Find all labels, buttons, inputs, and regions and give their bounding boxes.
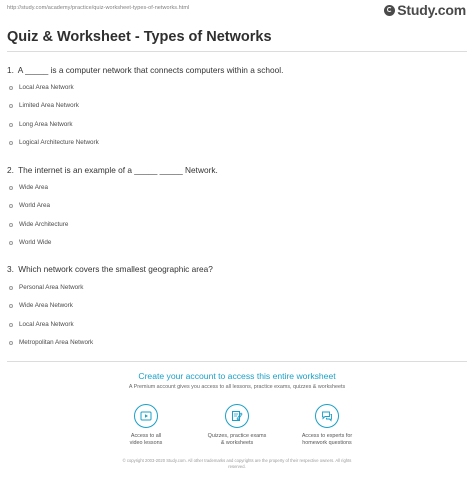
answer-option[interactable] bbox=[9, 302, 73, 309]
option-label: Logical Architecture Network bbox=[19, 139, 99, 146]
question-text: The internet is an example of a _____ _____ Network. bbox=[18, 165, 218, 175]
feature-line-2: homework questions bbox=[302, 440, 352, 446]
premium-cta bbox=[0, 371, 474, 390]
answer-option[interactable] bbox=[9, 321, 74, 328]
header-bar bbox=[0, 0, 474, 20]
radio-icon[interactable] bbox=[9, 186, 13, 190]
radio-icon[interactable] bbox=[9, 223, 13, 227]
answer-option[interactable] bbox=[9, 184, 48, 191]
option-label: Personal Area Network bbox=[19, 284, 84, 291]
option-label: Local Area Network bbox=[19, 321, 74, 328]
radio-icon[interactable] bbox=[9, 204, 13, 208]
answer-option[interactable] bbox=[9, 284, 83, 291]
feature-line-2: & worksheets bbox=[220, 440, 254, 446]
radio-icon[interactable] bbox=[9, 286, 13, 290]
study-logo-text: Study.com bbox=[397, 2, 466, 18]
study-logo[interactable] bbox=[384, 2, 466, 18]
option-label: Wide Area Network bbox=[19, 302, 73, 309]
copyright-footer bbox=[0, 458, 474, 470]
cta-subtext: A Premium account gives you access to all lessons, practice exams, quizzes & worksheets bbox=[128, 384, 346, 390]
pencil-worksheet-icon bbox=[225, 404, 249, 428]
question-text: A _____ is a computer network that connects computers within a school. bbox=[17, 65, 284, 75]
section-divider bbox=[7, 361, 467, 362]
feature-experts bbox=[267, 404, 387, 447]
radio-icon[interactable] bbox=[9, 86, 13, 90]
page-url[interactable]: http://study.com/academy/practice/quiz-worksheet-types-of-networks.html bbox=[7, 5, 190, 11]
option-label: Limited Area Network bbox=[19, 102, 79, 109]
question-number: 3. bbox=[7, 264, 14, 274]
cta-heading-link[interactable]: Create your account to access this entire worksheet bbox=[138, 371, 336, 381]
play-video-icon bbox=[134, 404, 158, 428]
question-3 bbox=[7, 264, 213, 274]
answer-option[interactable] bbox=[9, 239, 51, 246]
radio-icon[interactable] bbox=[9, 323, 13, 327]
answer-option[interactable] bbox=[9, 339, 93, 346]
answer-option[interactable] bbox=[9, 102, 79, 109]
radio-icon[interactable] bbox=[9, 104, 13, 108]
option-label: Long Area Network bbox=[19, 121, 73, 128]
page-title: Quiz & Worksheet - Types of Networks bbox=[7, 29, 272, 45]
answer-option[interactable] bbox=[9, 84, 74, 91]
question-text: Which network covers the smallest geographic area? bbox=[18, 264, 213, 274]
answer-option[interactable] bbox=[9, 202, 50, 209]
question-number: 2. bbox=[7, 165, 14, 175]
feature-line-1: Access to all bbox=[130, 433, 162, 439]
question-1 bbox=[7, 65, 283, 75]
option-label: World Wide bbox=[19, 239, 52, 246]
title-divider bbox=[7, 51, 467, 52]
option-label: Local Area Network bbox=[19, 84, 74, 91]
feature-line-2: video lessons bbox=[129, 440, 163, 446]
feature-line-1: Access to experts for bbox=[301, 433, 353, 439]
option-label: World Area bbox=[19, 202, 51, 209]
radio-icon[interactable] bbox=[9, 341, 13, 345]
option-label: Wide Architecture bbox=[19, 221, 69, 228]
answer-option[interactable] bbox=[9, 139, 99, 146]
radio-icon[interactable] bbox=[9, 304, 13, 308]
study-logo-icon bbox=[384, 5, 395, 16]
feature-line-1: Quizzes, practice exams bbox=[207, 433, 267, 439]
option-label: Wide Area bbox=[19, 184, 49, 191]
question-number: 1. bbox=[7, 65, 14, 75]
question-2 bbox=[7, 165, 218, 175]
radio-icon[interactable] bbox=[9, 141, 13, 145]
answer-option[interactable] bbox=[9, 121, 73, 128]
copyright-line-1: © copyright 2003-2020 Study.com. All other trademarks and copyrights are the property of their respective owners. All rights bbox=[122, 458, 352, 463]
chat-expert-icon bbox=[315, 404, 339, 428]
answer-option[interactable] bbox=[9, 221, 68, 228]
copyright-line-2: reserved. bbox=[228, 464, 246, 469]
radio-icon[interactable] bbox=[9, 123, 13, 127]
option-label: Metropolitan Area Network bbox=[19, 339, 94, 346]
radio-icon[interactable] bbox=[9, 241, 13, 245]
